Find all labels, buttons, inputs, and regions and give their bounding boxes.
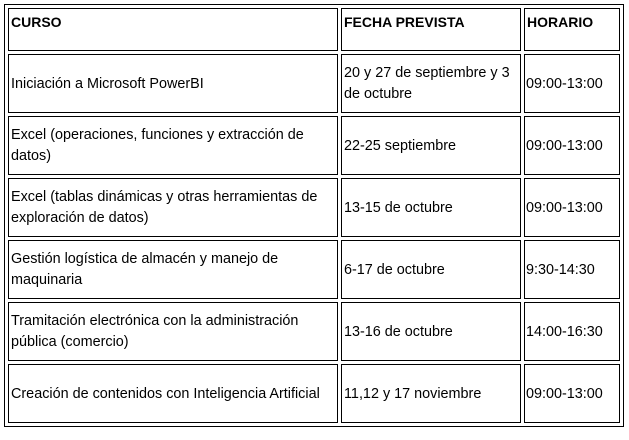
table-row xyxy=(8,240,620,299)
table-row xyxy=(8,178,620,237)
courses-table xyxy=(4,4,624,427)
header-curso: CURSO xyxy=(8,8,338,51)
cell-fecha: 13-15 de octubre xyxy=(341,178,521,237)
cell-fecha: 22-25 septiembre xyxy=(341,116,521,175)
cell-curso: Excel (tablas dinámicas y otras herramientas de exploración de datos) xyxy=(8,178,338,237)
cell-curso: Gestión logística de almacén y manejo de maquinaria xyxy=(8,240,338,299)
courses-table-container xyxy=(4,4,623,427)
header-fecha-prevista: FECHA PREVISTA xyxy=(341,8,521,51)
cell-horario: 9:30-14:30 xyxy=(524,240,620,299)
table-row xyxy=(8,116,620,175)
table-header-row xyxy=(8,8,620,51)
cell-fecha: 11,12 y 17 noviembre xyxy=(341,364,521,423)
cell-fecha: 6-17 de octubre xyxy=(341,240,521,299)
header-horario: HORARIO xyxy=(524,8,620,51)
table-row xyxy=(8,302,620,361)
cell-curso: Iniciación a Microsoft PowerBI xyxy=(8,54,338,113)
table-row xyxy=(8,54,620,113)
cell-curso: Excel (operaciones, funciones y extracción de datos) xyxy=(8,116,338,175)
cell-horario: 09:00-13:00 xyxy=(524,364,620,423)
cell-fecha: 13-16 de octubre xyxy=(341,302,521,361)
cell-curso: Tramitación electrónica con la administración pública (comercio) xyxy=(8,302,338,361)
cell-horario: 09:00-13:00 xyxy=(524,116,620,175)
cell-curso: Creación de contenidos con Inteligencia Artificial xyxy=(8,364,338,423)
cell-horario: 09:00-13:00 xyxy=(524,178,620,237)
cell-fecha: 20 y 27 de septiembre y 3 de octubre xyxy=(341,54,521,113)
cell-horario: 14:00-16:30 xyxy=(524,302,620,361)
table-row xyxy=(8,364,620,423)
cell-horario: 09:00-13:00 xyxy=(524,54,620,113)
